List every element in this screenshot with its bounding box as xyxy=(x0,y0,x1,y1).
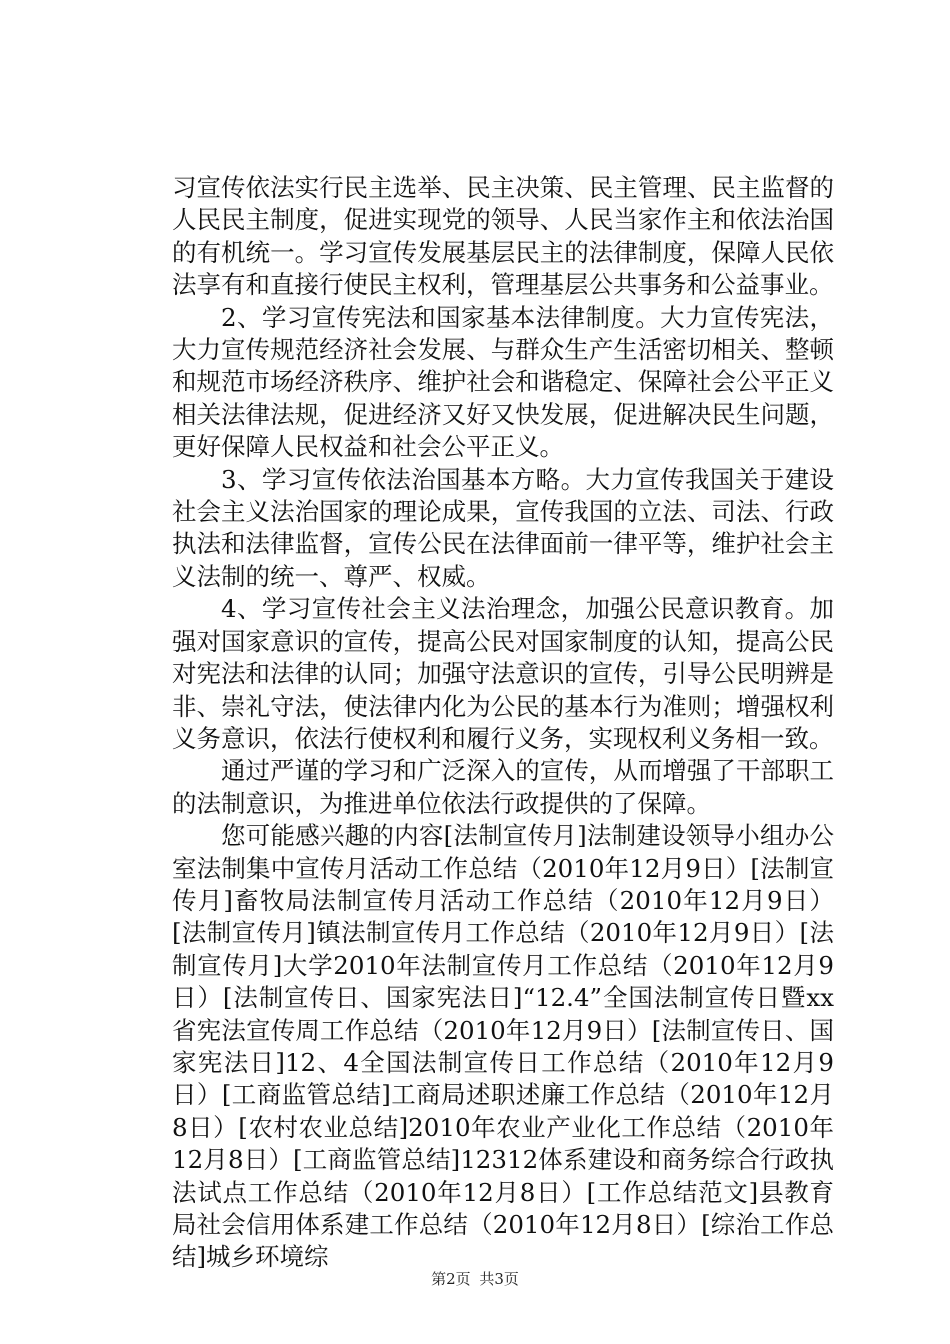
paragraph-item-3: 3、学习宣传依法治国基本方略。大力宣传我国关于建设社会主义法治国家的理论成果，宣传我国的立法、司法、行政执法和法律监督，宣传公民在法律面前一律平等，维护社会主义法制的统一、尊严、权威。 xyxy=(172,464,834,591)
page-number-footer: 第2页 共3页 xyxy=(431,1270,519,1288)
paragraph-conclusion: 通过严谨的学习和广泛深入的宣传，从而增强了干部职工的法制意识，为推进单位依法行政提供的了保障。 xyxy=(172,756,834,818)
paragraph-continued: 习宣传依法实行民主选举、民主决策、民主管理、民主监督的人民民主制度，促进实现党的领导、人民当家作主和依法治国的有机统一。学习宣传发展基层民主的法律制度，保障人民依法享有和直接行使民主权利，管理基层公共事务和公益事业。 xyxy=(172,173,834,300)
document-body xyxy=(172,172,834,1274)
paragraph-item-2: 2、学习宣传宪法和国家基本法律制度。大力宣传宪法，大力宣传规范经济社会发展、与群众生产生活密切相关、整顿和规范市场经济秩序、维护社会和谐稳定、保障社会公平正义相关法律法规，促进经济又好又快发展，促进解决民生问题，更好保障人民权益和社会公平正义。 xyxy=(172,302,834,462)
paragraph-related-content: 您可能感兴趣的内容[法制宣传月]法制建设领导小组办公室法制集中宣传月活动工作总结（2010年12月9日）[法制宣传月]畜牧局法制宣传月活动工作总结（2010年12月9日）[法制宣传月]镇法制宣传月工作总结（2010年12月9日）[法制宣传月]大学2010年法制宣传月工作总结（2010年12月9日）[法制宣传日、国家宪法日]“12.4”全国法制宣传日暨xx省宪法宣传周工作总结（2010年12月9日）[法制宣传日、国家宪法日]12、4全国法制宣传日工作总结（2010年12月9日）[工商监管总结]工商局述职述廉工作总结（2010年12月8日）[农村农业总结]2010年农业产业化工作总结（2010年12月8日）[工商监管总结]12312体系建设和商务综合行政执法试点工作总结（2010年12月8日）[工作总结范文]县教育局社会信用体系建工作总结（2010年12月8日）[综治工作总结]城乡环境综 xyxy=(172,821,834,1272)
paragraph-item-4: 4、学习宣传社会主义法治理念，加强公民意识教育。加强对国家意识的宣传，提高公民对国家制度的认知，提高公民对宪法和法律的认同；加强守法意识的宣传，引导公民明辨是非、崇礼守法，使法律内化为公民的基本行为准则；增强权利义务意识，依法行使权利和履行义务，实现权利义务相一致。 xyxy=(172,594,834,753)
